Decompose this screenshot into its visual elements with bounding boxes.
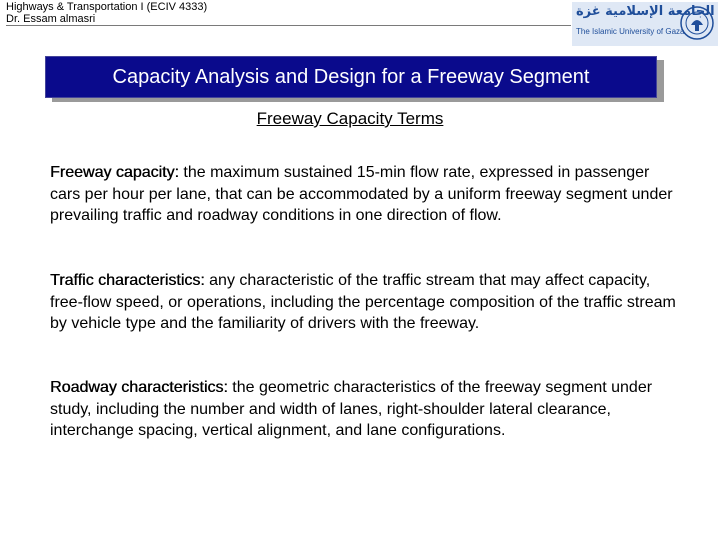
header-divider — [6, 25, 571, 26]
definition-term: Traffic characteristics: — [50, 272, 205, 289]
university-logo — [572, 2, 718, 46]
definition-term: Freeway capacity: — [50, 164, 179, 181]
definition-text: any characteristic of the traffic stream that may affect capacity, free-flow speed, or operations, including the percentage composition of the traffic stream by vehicle type and the familiarity of drivers with the freeway. — [50, 272, 676, 332]
author-name: Dr. Essam almasri — [6, 13, 96, 25]
course-name: Highways & Transportation I (ECIV 4333) — [6, 1, 208, 13]
definition-text: the maximum sustained 15-min flow rate, expressed in passenger cars per hour per lane, that can be accommodated by a uniform freeway segment under prevailing traffic and roadway conditions in one direction of flow. — [50, 164, 673, 224]
logo-english-text: The Islamic University of Gaza — [576, 27, 685, 36]
slide-header — [6, 1, 207, 25]
definition-traffic-characteristics — [50, 270, 680, 335]
section-subtitle: Freeway Capacity Terms — [256, 109, 444, 128]
slide-title: Capacity Analysis and Design for a Freeway Segment — [45, 56, 657, 98]
definition-term: Roadway characteristics: — [50, 379, 228, 396]
definition-text: the geometric characteristics of the freeway segment under study, including the number and width of lanes, right-shoulder lateral clearance, interchange spacing, vertical alignment, and lane configurations. — [50, 379, 653, 439]
university-seal-icon — [679, 5, 715, 41]
definition-roadway-characteristics — [50, 377, 680, 442]
definition-freeway-capacity — [50, 162, 680, 227]
logo-arabic-text: الجامعة الإسلامية غزة — [576, 4, 715, 19]
